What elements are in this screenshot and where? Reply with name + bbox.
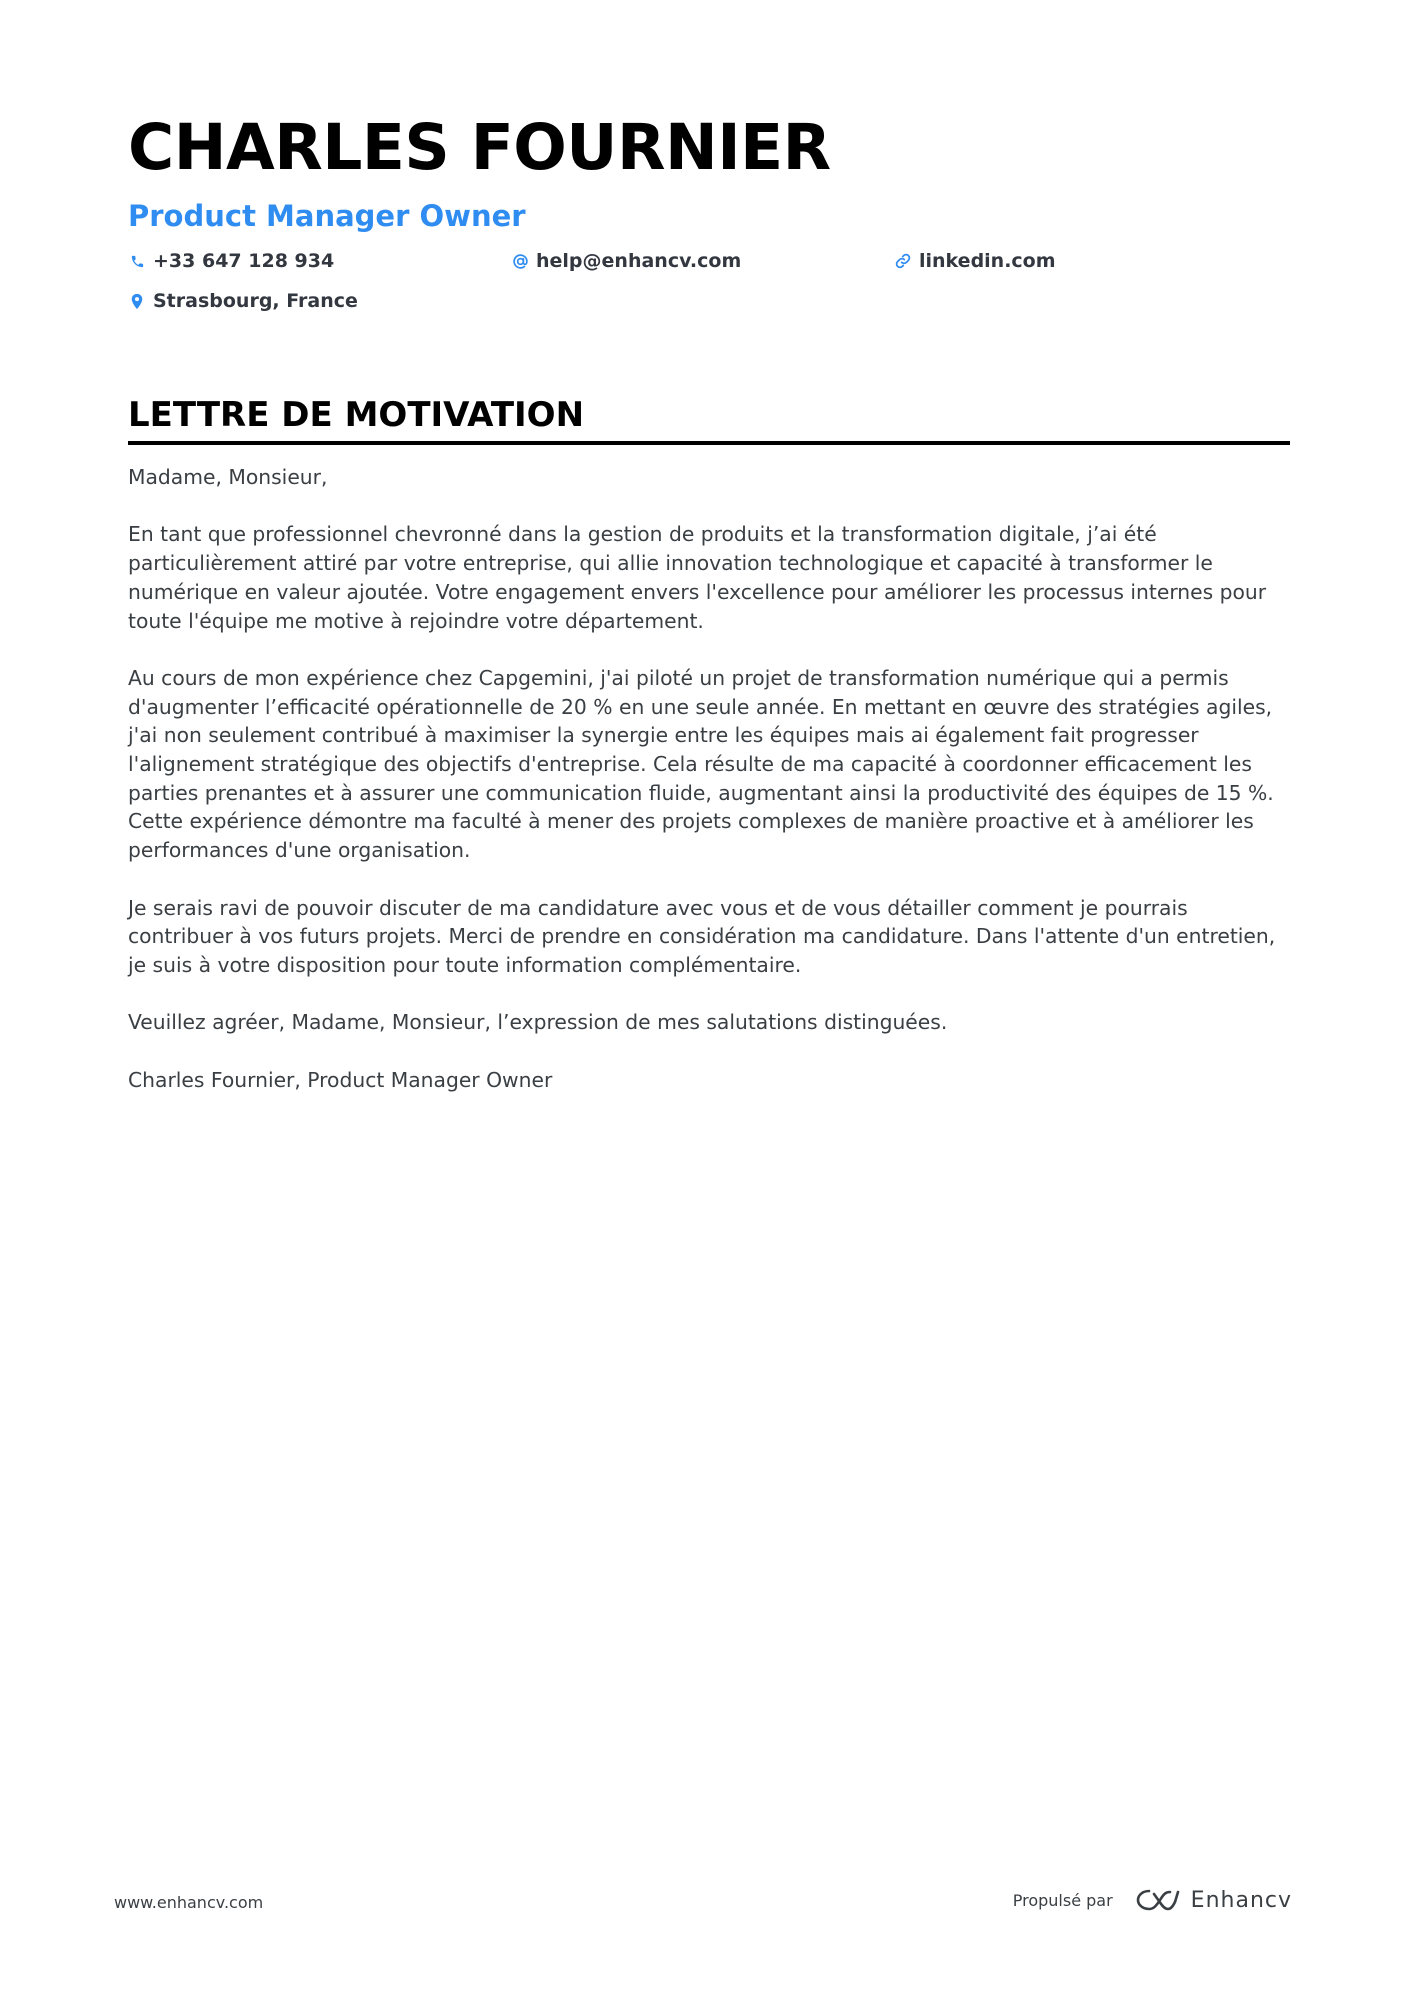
footer-branding[interactable] (1013, 1880, 1292, 1920)
letter-paragraph: En tant que professionnel chevronné dans la gestion de produits et la transformation digitale, j’ai été particulièrement attiré par votre entreprise, qui allie innovation technologique et capacité à transformer le numérique en valeur ajoutée. Votre engagement envers l'excellence pour améliorer les processus internes pour toute l'équipe me motive à rejoindre votre département. (128, 522, 1267, 633)
candidate-role: Product Manager Owner (128, 199, 526, 233)
contact-list (128, 246, 1290, 326)
map-pin-icon (128, 292, 146, 310)
contact-linkedin[interactable] (894, 246, 1056, 276)
contact-location-text: Strasbourg, France (153, 290, 358, 312)
contact-linkedin-text: linkedin.com (919, 250, 1056, 272)
letter-body (128, 463, 1290, 1094)
section-divider (128, 441, 1290, 445)
letter-closing: Veuillez agréer, Madame, Monsieur, l’expression de mes salutations distinguées. (128, 1010, 948, 1035)
letter-paragraph: Au cours de mon expérience chez Capgemini, j'ai piloté un projet de transformation numérique qui a permis d'augmenter l’efficacité opérationnelle de 20 % en une seule année. En mettant en œuvre des stratégies agiles, j'ai non seulement contribué à maximiser la synergie entre les équipes mais ai également fait progresser l'alignement stratégique des objectifs d'entreprise. Cela résulte de ma capacité à coordonner efficacement les parties prenantes et à assurer une communication fluide, augmentant ainsi la productivité des équipes de 15 %. Cette expérience démontre ma faculté à mener des projets complexes de manière proactive et à améliorer les performances d'une organisation. (128, 665, 1274, 863)
letter-paragraph: Je serais ravi de pouvoir discuter de ma candidature avec vous et de vous détailler comment je pourrais contribuer à vos futurs projets. Merci de prendre en considération ma candidature. Dans l'attente d'un entretien, je suis à votre disposition pour toute information complémentaire. (128, 895, 1276, 977)
section-title: LETTRE DE MOTIVATION (128, 395, 585, 435)
contact-email[interactable] (511, 246, 741, 276)
enhancv-logo-icon (1135, 1887, 1181, 1913)
contact-phone[interactable] (128, 246, 334, 276)
header (128, 106, 1290, 326)
link-icon (894, 252, 912, 270)
letter-salutation: Madame, Monsieur, (128, 465, 328, 489)
contact-email-text: help@enhancv.com (536, 250, 742, 272)
contact-phone-text: +33 647 128 934 (153, 250, 335, 272)
candidate-name: CHARLES FOURNIER (128, 111, 831, 184)
footer-website-link[interactable]: www.enhancv.com (114, 1893, 264, 1912)
brand-name: Enhancv (1190, 1887, 1292, 1913)
letter-signature: Charles Fournier, Product Manager Owner (128, 1067, 553, 1092)
powered-by-label: Propulsé par (1012, 1890, 1113, 1910)
phone-icon (128, 252, 146, 270)
at-icon (511, 252, 529, 270)
contact-location (128, 286, 358, 316)
cover-letter-section (128, 392, 1290, 1123)
